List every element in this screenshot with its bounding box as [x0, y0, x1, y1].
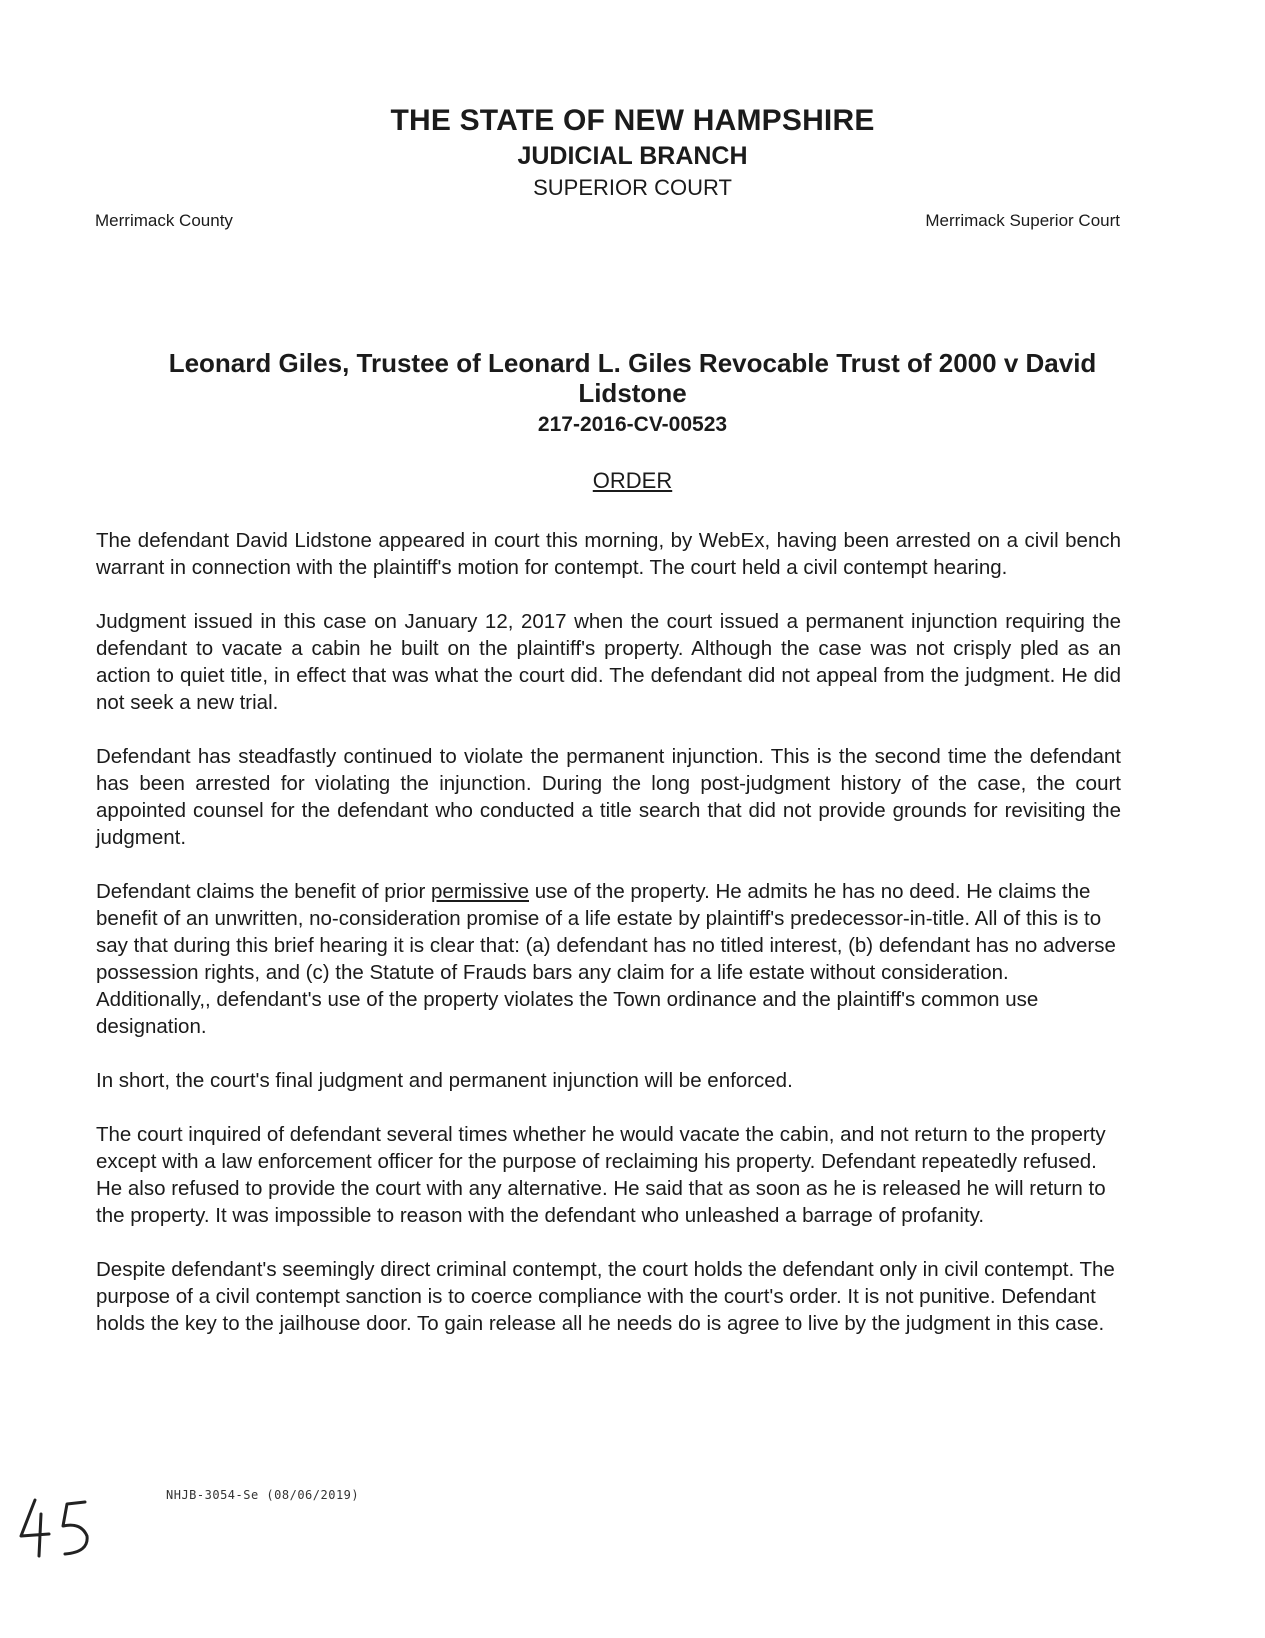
paragraph-2: Judgment issued in this case on January 12, 2017 when the court issued a permanent injunction requiring the defendant to vacate a cabin he built on the plaintiff's property. Although the case was not crisply pled as an action to quiet title, in effect that was what the court did. The defendant did not appeal from the judgment. He did not seek a new trial.: [96, 610, 1121, 714]
handwritten-page-number: [15, 1492, 105, 1562]
court-heading: SUPERIOR COURT: [533, 175, 732, 200]
paragraph-5: In short, the court's final judgment and permanent injunction will be enforced.: [96, 1069, 793, 1092]
case-caption: Leonard Giles, Trustee of Leonard L. Giles Revocable Trust of 2000 v David Lidstone: [168, 348, 1097, 408]
paragraph-4: [96, 878, 1121, 1040]
emphasis-permissive: permissive: [431, 880, 529, 903]
order-heading: ORDER: [592, 468, 673, 493]
docket-number: 217-2016-CV-00523: [537, 413, 728, 436]
court-name-label: Merrimack Superior Court: [925, 211, 1120, 230]
branch-heading: JUDICIAL BRANCH: [517, 142, 748, 170]
paragraph-4-start: Defendant claims the benefit of prior: [96, 880, 432, 903]
paragraph-6: The court inquired of defendant several times whether he would vacate the cabin, and not return to the property except with a law enforcement officer for the purpose of reclaiming his property. Defendant repeatedly refused. He also refused to provide the court with any alternative. He said that as soon as he is released he will return to the property. It was impossible to reason with the defendant who unleashed a barrage of profanity.: [96, 1123, 1106, 1227]
paragraph-4-rest: use of the property. He admits he has no deed. He claims the benefit of an unwritten, no-consideration promise of a life estate by plaintiff's predecessor-in-title. All of this is to say that during this brief hearing it is clear that: (a) defendant has no titled interest, (b) defendant has no adverse possession rights, and (c) the Statute of Frauds bars any claim for a life estate without consideration. Additionally,, defendant's use of the property violates the Town ordinance and the plaintiff's common use designation.: [96, 880, 1116, 1038]
county-label: Merrimack County: [95, 211, 233, 230]
state-heading: THE STATE OF NEW HAMPSHIRE: [390, 104, 875, 137]
paragraph-3: Defendant has steadfastly continued to violate the permanent injunction. This is the second time the defendant has been arrested for violating the injunction. During the long post-judgment history of the case, the court appointed counsel for the defendant who conducted a title search that did not provide grounds for revisiting the judgment.: [96, 745, 1121, 849]
paragraph-1: The defendant David Lidstone appeared in court this morning, by WebEx, having been arrested on a civil bench warrant in connection with the plaintiff's motion for contempt. The court held a civil contempt hearing.: [96, 529, 1121, 579]
paragraph-7: Despite defendant's seemingly direct criminal contempt, the court holds the defendant only in civil contempt. The purpose of a civil contempt sanction is to coerce compliance with the court's order. It is not punitive. Defendant holds the key to the jailhouse door. To gain release all he needs do is agree to live by the judgment in this case.: [96, 1258, 1115, 1335]
form-identifier: NHJB-3054-Se (08/06/2019): [166, 1488, 360, 1502]
order-body: [96, 527, 1121, 1364]
